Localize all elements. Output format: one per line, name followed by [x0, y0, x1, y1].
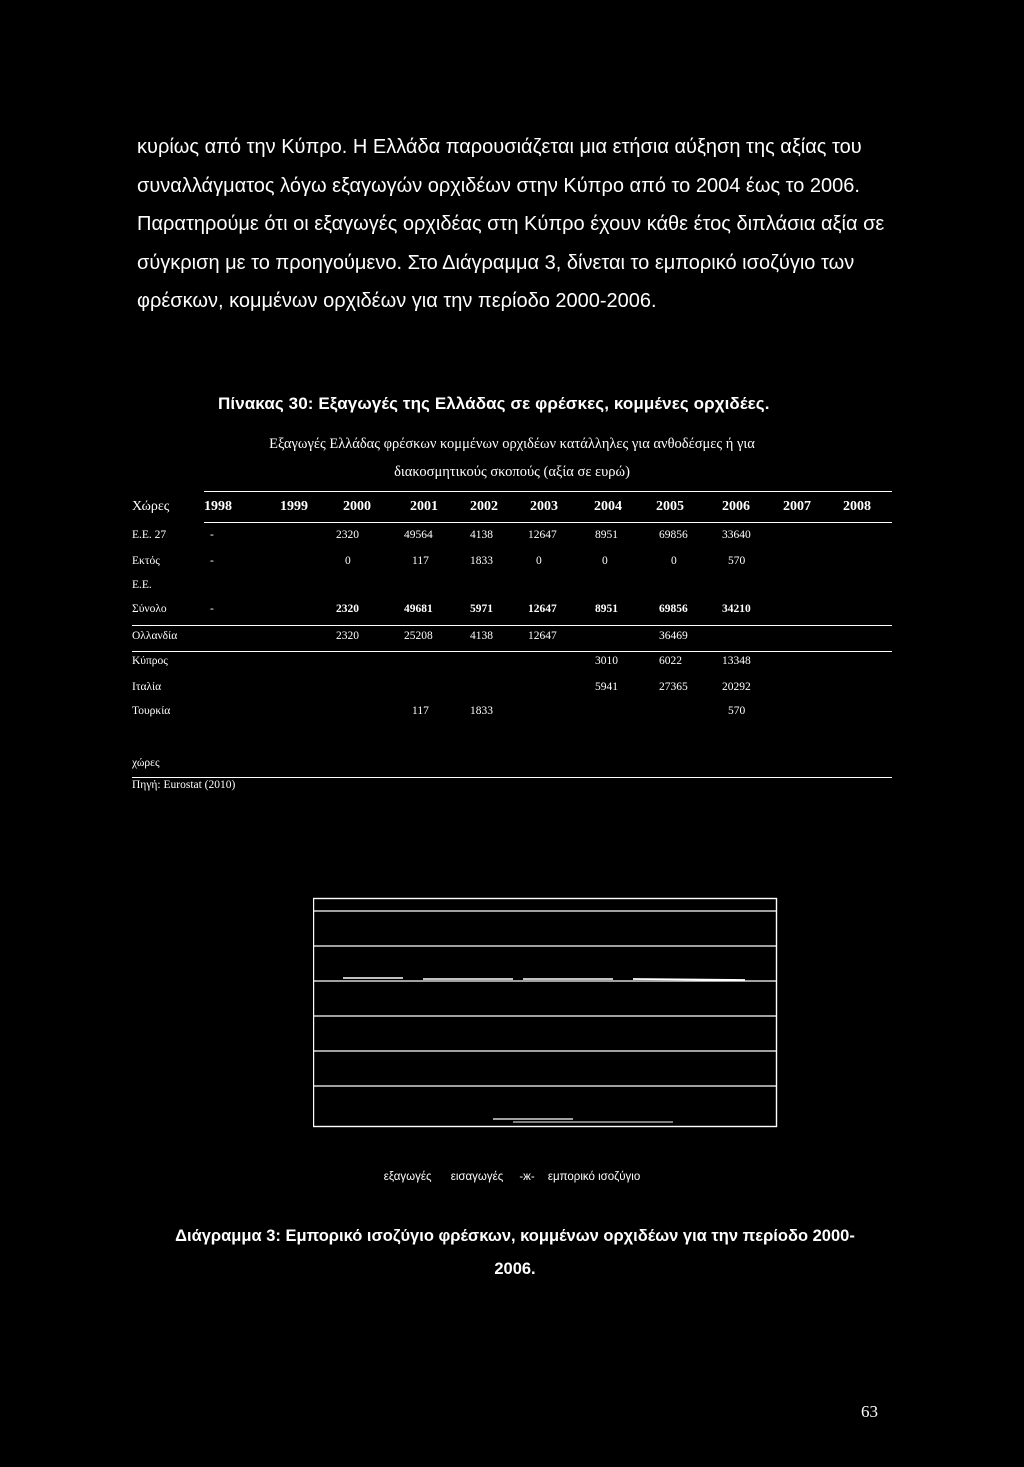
- table-cell: 27365: [659, 681, 688, 693]
- table-cell: 4138: [470, 529, 493, 541]
- chart-legend: [0, 1171, 1024, 1183]
- footer-countries: χώρες: [132, 757, 160, 769]
- table-cell: -: [210, 529, 214, 541]
- table-cell: 0: [345, 555, 351, 567]
- header-year: 2006: [722, 499, 750, 514]
- table-cell: 1833: [470, 555, 493, 567]
- row-label: Τουρκία: [132, 705, 171, 717]
- table-cell: 5971: [470, 603, 493, 615]
- trade-balance-chart: [313, 886, 781, 1136]
- header-year: 2005: [656, 499, 684, 514]
- header-year: 1998: [204, 499, 232, 514]
- table-cell: 5941: [595, 681, 618, 693]
- table-cell: 8951: [595, 603, 618, 615]
- page-number: 63: [861, 1402, 878, 1421]
- legend-imports: εισαγωγές: [450, 1171, 504, 1183]
- table-caption-line-1: Εξαγωγές Ελλάδας φρέσκων κομμένων ορχιδέων κατάλληλες για ανθοδέσμες ή για: [269, 436, 755, 452]
- header-year: 2007: [783, 499, 811, 514]
- diagram-caption: [130, 1220, 900, 1286]
- header-year: 2001: [410, 499, 438, 514]
- table-cell: 49681: [404, 603, 433, 615]
- table-cell: 13348: [722, 655, 751, 667]
- table-cell: 570: [728, 705, 746, 717]
- table-cell: 570: [728, 555, 746, 567]
- table-cell: -: [210, 603, 214, 615]
- table-cell: 69856: [659, 603, 688, 615]
- table-cell: -: [210, 555, 214, 567]
- table-cell: 12647: [528, 630, 557, 642]
- table-rule-bottom: [132, 777, 892, 778]
- table-cell: 25208: [404, 630, 433, 642]
- diagram-caption-line-2: 2006.: [494, 1260, 536, 1278]
- table-cell: 33640: [722, 529, 751, 541]
- legend-balance-marker: -ж-: [519, 1171, 535, 1183]
- header-year: 2002: [470, 499, 498, 514]
- table-cell: 0: [602, 555, 608, 567]
- body-paragraph: κυρίως από την Κύπρο. Η Ελλάδα παρουσιάζεται μια ετήσια αύξηση της αξίας του συναλλάγματος λόγω εξαγωγών ορχιδέων στην Κύπρο από το 2004 έως το 2006. Παρατηρούμε ότι οι εξαγωγές ορχιδέας στη Κύπρο έχουν κάθε έτος διπλάσια αξία σε σύγκριση με το προηγούμενο. Στο Διάγραμμα 3, δίνεται το εμπορικό ισοζύγιο των φρέσκων, κομμένων ορχιδέων για την περίοδο 2000-2006.: [137, 136, 885, 312]
- row-label: Σύνολο: [132, 603, 167, 615]
- table-rule-top: [204, 491, 892, 492]
- table-cell: 12647: [528, 603, 557, 615]
- table-cell: 20292: [722, 681, 751, 693]
- header-year: 2000: [343, 499, 371, 514]
- table-cell: 8951: [595, 529, 618, 541]
- table-title: Πίνακας 30: Εξαγωγές της Ελλάδας σε φρέσκες, κομμένες ορχιδέες.: [218, 394, 770, 413]
- row-label: Ιταλία: [132, 681, 162, 693]
- table-cell: 36469: [659, 630, 688, 642]
- legend-trade-balance: εμπορικό ισοζύγιο: [547, 1171, 641, 1183]
- header-year: 2004: [594, 499, 622, 514]
- chart-series-segment: [633, 979, 745, 980]
- diagram-caption-line-1: Διάγραμμα 3: Εμπορικό ισοζύγιο φρέσκων, κομμένων ορχιδέων για την περίοδο 2000-: [175, 1227, 855, 1245]
- table-caption-line-2: διακοσμητικούς σκοπούς (αξία σε ευρώ): [394, 464, 630, 480]
- header-year: 2008: [843, 499, 871, 514]
- table-cell: 12647: [528, 529, 557, 541]
- header-year: 1999: [280, 499, 308, 514]
- legend-exports: εξαγωγές: [383, 1171, 432, 1183]
- table-cell: 69856: [659, 529, 688, 541]
- row-label: Εκτός: [132, 555, 160, 567]
- row-label: Ολλανδία: [132, 630, 178, 642]
- table-source: Πηγή: Eurostat (2010): [132, 779, 236, 791]
- table-cell: 4138: [470, 630, 493, 642]
- table-cell: 2320: [336, 529, 359, 541]
- row-label: Κύπρος: [132, 655, 168, 667]
- table-cell: 117: [412, 555, 429, 567]
- table-cell: 6022: [659, 655, 682, 667]
- table-cell: 49564: [404, 529, 433, 541]
- table-cell: 0: [671, 555, 677, 567]
- row-label: Ε.Ε.: [132, 579, 152, 591]
- header-countries: Χώρες: [132, 499, 170, 514]
- chart-plot-area: [314, 899, 777, 1127]
- table-cell: 2320: [336, 603, 359, 615]
- table-cell: 117: [412, 705, 429, 717]
- table-cell: 3010: [595, 655, 618, 667]
- row-label: Ε.Ε. 27: [132, 529, 167, 541]
- table-cell: 2320: [336, 630, 359, 642]
- table-rule: [132, 651, 892, 652]
- table-cell: 0: [536, 555, 542, 567]
- table-cell: 34210: [722, 603, 751, 615]
- table-rule: [132, 625, 892, 626]
- table-rule-header: [204, 522, 892, 523]
- table-cell: 1833: [470, 705, 493, 717]
- header-year: 2003: [530, 499, 558, 514]
